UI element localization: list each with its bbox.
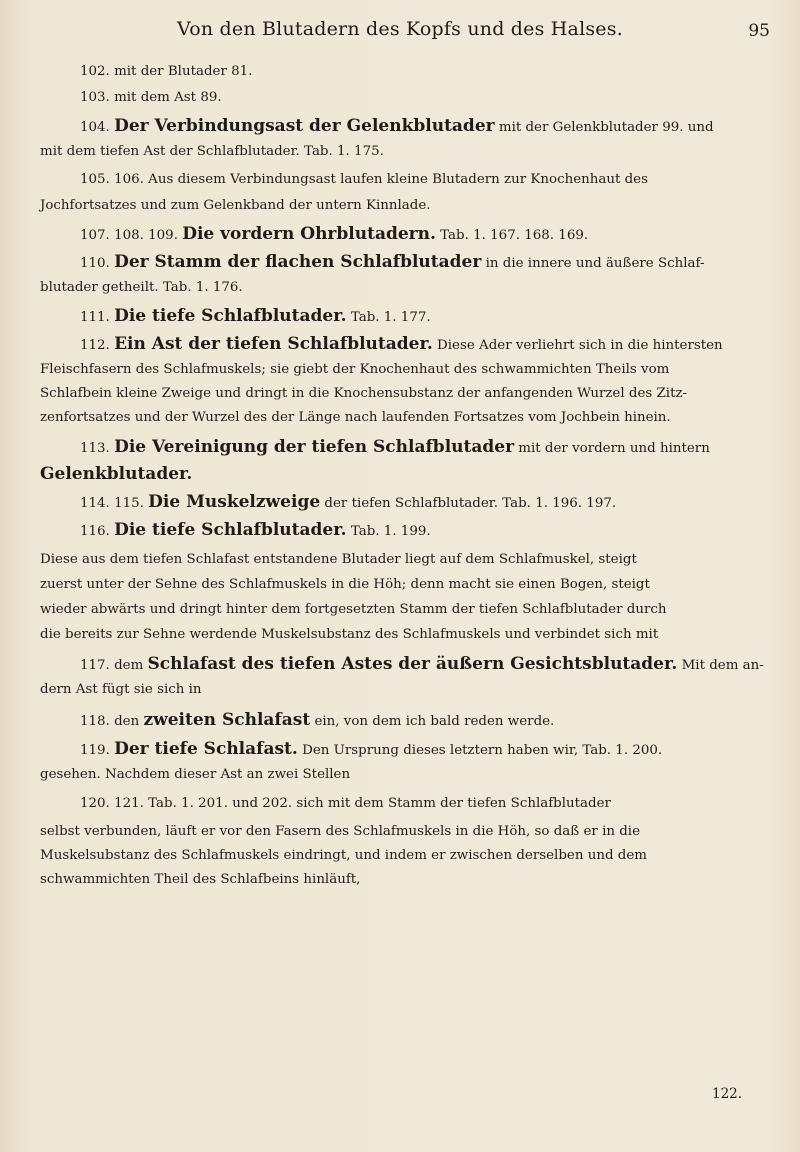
line-text: wieder abwärts und dringt hinter dem fortgesetzten Stamm der tiefen Schlafblutader durch — [40, 602, 667, 617]
section-heading: Die tiefe Schlafblutader. — [114, 520, 347, 540]
text-line — [40, 820, 640, 844]
line-text: Diese Ader verliehrt sich in die hintersten — [432, 338, 723, 353]
running-title: Von den Blutadern des Kopfs und des Halses. — [177, 18, 623, 40]
text-line — [80, 114, 714, 140]
line-text: Den Ursprung dieses letztern haben wir, Tab. 1. 200. — [297, 743, 663, 758]
line-text: 118. den — [80, 714, 144, 729]
section-heading: Ein Ast der tiefen Schlafblutader. — [114, 334, 433, 354]
line-text: dern Ast fügt sie sich in — [40, 682, 202, 697]
line-text: mit dem tiefen Ast der Schlafblutader. Tab. 1. 175. — [40, 144, 384, 159]
page-header — [0, 18, 800, 48]
text-line — [40, 358, 669, 382]
line-text: zenfortsatzes und der Wurzel des der Länge nach laufenden Fortsatzes vom Jochbein hinein. — [40, 410, 671, 425]
line-text: 111. — [80, 310, 115, 325]
line-text: mit der Gelenkblutader 99. und — [494, 120, 714, 135]
line-text: Muskelsubstanz des Schlafmuskels eindringt, und indem er zwischen derselben und dem — [40, 848, 647, 863]
line-text: in die innere und äußere Schlaf- — [481, 256, 705, 271]
line-text: Schlafbein kleine Zweige und dringt in die Knochensubstanz der anfangenden Wurzel des Zitz- — [40, 386, 688, 401]
section-heading: Gelenkblutader. — [40, 464, 193, 484]
line-text: mit der vordern und hintern — [514, 441, 710, 456]
text-line — [80, 168, 648, 192]
text-line — [40, 194, 431, 218]
text-line — [40, 548, 637, 572]
section-heading: Der Verbindungsast der Gelenkblutader — [114, 116, 495, 136]
section-heading: zweiten Schlafast — [143, 710, 311, 730]
text-line — [80, 332, 723, 358]
text-line — [40, 140, 384, 164]
section-heading: Der Stamm der flachen Schlafblutader — [114, 252, 482, 272]
line-text: schwammichten Theil des Schlafbeins hinläuft, — [40, 872, 361, 887]
line-text: 102. mit der Blutader 81. — [80, 64, 253, 79]
line-text: 104. — [80, 120, 115, 135]
line-text: 107. 108. 109. — [80, 228, 183, 243]
text-line — [40, 462, 192, 488]
line-text: Tab. 1. 177. — [346, 310, 431, 325]
line-text: 117. dem — [80, 658, 148, 673]
section-heading: Die vordern Ohrblutadern. — [182, 224, 436, 244]
section-heading: Die Muskelzweige — [148, 492, 321, 512]
text-line — [80, 435, 710, 461]
line-text: 114. 115. — [80, 496, 149, 511]
text-line — [40, 868, 360, 892]
line-text: 105. 106. Aus diesem Verbindungsast laufen kleine Blutadern zur Knochenhaut des — [80, 172, 648, 187]
page-number: 95 — [748, 21, 770, 41]
section-heading: Die tiefe Schlafblutader. — [114, 306, 347, 326]
line-text: 103. mit dem Ast 89. — [80, 90, 222, 105]
line-text: Fleischfasern des Schlafmuskels; sie giebt der Knochenhaut des schwammichten Theils vom — [40, 362, 670, 377]
line-text: ein, von dem ich bald reden werde. — [310, 714, 555, 729]
text-line — [40, 406, 671, 430]
section-heading: Schlafast des tiefen Astes der äußern Gesichtsblutader. — [147, 654, 678, 674]
line-text: zuerst unter der Sehne des Schlafmuskels in die Höh; denn macht sie einen Bogen, steigt — [40, 577, 650, 592]
line-text: 119. — [80, 743, 115, 758]
line-text: 120. 121. Tab. 1. 201. und 202. sich mit dem Stamm der tiefen Schlafblutader — [80, 796, 611, 811]
text-line — [80, 304, 431, 330]
line-text: 116. — [80, 524, 115, 539]
section-heading: Der tiefe Schlafast. — [114, 739, 298, 759]
line-text: Jochfortsatzes und zum Gelenkband der untern Kinnlade. — [40, 198, 431, 213]
line-text: der tiefen Schlafblutader. Tab. 1. 196. 197. — [320, 496, 617, 511]
line-text: Tab. 1. 167. 168. 169. — [435, 228, 589, 243]
text-line — [80, 222, 588, 248]
text-line — [40, 678, 202, 702]
text-line — [40, 276, 243, 300]
text-line — [80, 652, 764, 678]
line-text: die bereits zur Sehne werdende Muskelsubstanz des Schlafmuskels und verbindet sich mit — [40, 627, 659, 642]
text-line — [40, 598, 667, 622]
text-line — [80, 518, 431, 544]
line-text: selbst verbunden, läuft er vor den Fasern des Schlafmuskels in die Höh, so daß er in die — [40, 824, 641, 839]
text-line — [40, 623, 658, 647]
line-text: Diese aus dem tiefen Schlafast entstandene Blutader liegt auf dem Schlafmuskel, steigt — [40, 552, 637, 567]
line-text: Mit dem an- — [677, 658, 764, 673]
section-heading: Die Vereinigung der tiefen Schlafblutader — [114, 437, 515, 457]
text-line — [80, 490, 616, 516]
text-line — [80, 708, 554, 734]
line-text: Tab. 1. 199. — [346, 524, 431, 539]
text-line — [80, 60, 252, 84]
line-text: 112. — [80, 338, 115, 353]
text-line — [40, 382, 687, 406]
text-line — [40, 573, 650, 597]
line-text: 110. — [80, 256, 115, 271]
catchword: 122. — [712, 1086, 743, 1102]
text-line — [80, 250, 705, 276]
text-line — [80, 86, 222, 110]
line-text: gesehen. Nachdem dieser Ast an zwei Stellen — [40, 767, 351, 782]
line-text: blutader getheilt. Tab. 1. 176. — [40, 280, 243, 295]
line-text: 113. — [80, 441, 115, 456]
text-line — [40, 844, 647, 868]
text-line — [80, 737, 662, 763]
text-line — [80, 792, 611, 816]
text-line — [40, 763, 350, 787]
